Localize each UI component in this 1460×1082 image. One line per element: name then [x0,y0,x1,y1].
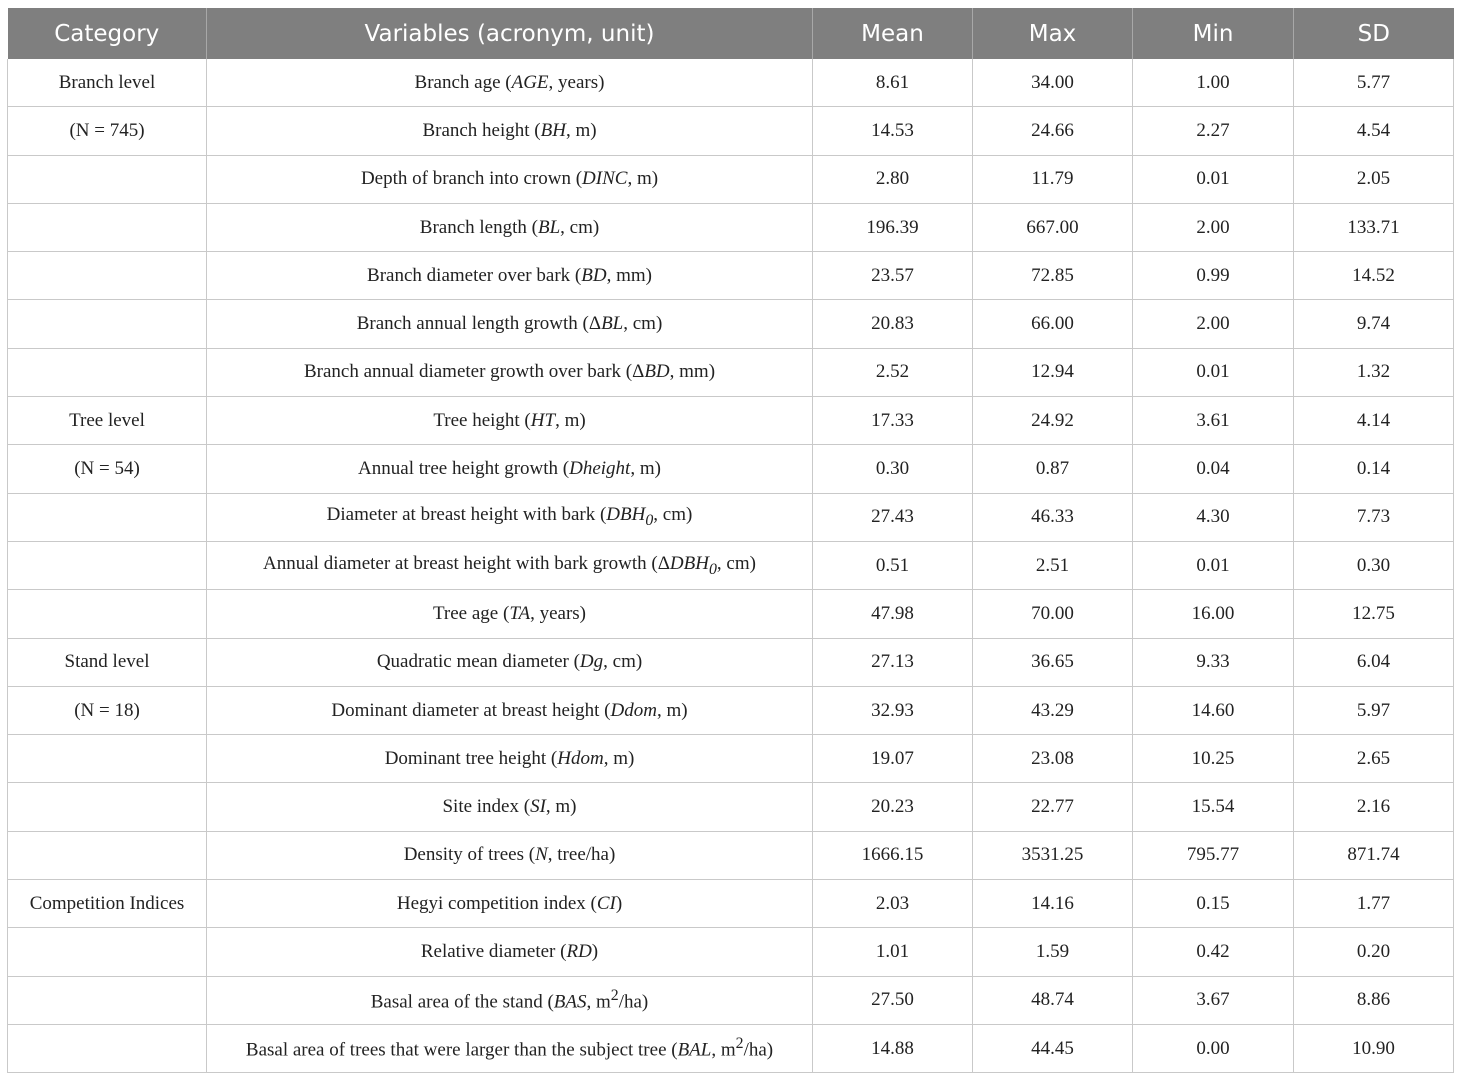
category-cell [8,783,207,831]
sd-cell: 6.04 [1294,638,1454,686]
mean-cell: 47.98 [813,590,973,638]
max-cell: 22.77 [973,783,1133,831]
variable-acronym: BH [540,119,566,141]
variable-label: Branch length ( [419,216,538,238]
category-cell [8,203,207,251]
category-cell [8,252,207,300]
category-cell [8,928,207,976]
variable-acronym: Hdom [557,747,604,769]
variable-label: Relative diameter ( [420,940,567,962]
min-cell: 0.42 [1133,928,1294,976]
sd-cell: 871.74 [1294,831,1454,879]
variable-label: Branch age ( [414,71,512,93]
table-row [8,348,1454,396]
sd-cell: 4.14 [1294,397,1454,445]
min-cell: 9.33 [1133,638,1294,686]
variable-acronym: DINC [582,168,628,190]
min-cell: 1.00 [1133,59,1294,107]
variable-acronym: BAS [553,991,587,1013]
variable-cell [207,783,813,831]
mean-cell: 32.93 [813,686,973,734]
mean-cell: 27.13 [813,638,973,686]
sd-cell: 2.05 [1294,155,1454,203]
sd-cell: 2.65 [1294,735,1454,783]
max-cell: 46.33 [973,493,1133,541]
min-cell: 0.00 [1133,1024,1294,1072]
max-cell: 11.79 [973,155,1133,203]
header-variables: Variables (acronym, unit) [207,8,813,59]
variable-cell [207,541,813,589]
table-row [8,831,1454,879]
sd-cell: 8.86 [1294,976,1454,1024]
mean-cell: 8.61 [813,59,973,107]
variable-unit-suffix: , m) [603,747,635,769]
min-cell: 0.01 [1133,348,1294,396]
variable-unit-suffix: , cm) [623,313,663,335]
variable-cell [207,203,813,251]
mean-cell: 2.52 [813,348,973,396]
sd-cell: 12.75 [1294,590,1454,638]
variable-label: Hegyi competition index ( [396,892,597,914]
variable-unit-suffix: , tree/ha) [547,844,616,866]
variable-cell [207,928,813,976]
sd-cell: 0.14 [1294,445,1454,493]
table-row [8,300,1454,348]
sd-cell: 5.77 [1294,59,1454,107]
variable-unit: , m [586,991,611,1013]
min-cell: 0.15 [1133,880,1294,928]
min-cell: 10.25 [1133,735,1294,783]
variable-unit-suffix: ) [615,892,623,914]
variable-label: Branch annual diameter growth over bark (Δ [303,361,645,383]
header-sd: SD [1294,8,1454,59]
variable-acronym: CI [596,892,616,914]
variable-acronym: SI [530,796,546,818]
mean-cell: 27.50 [813,976,973,1024]
min-cell: 0.04 [1133,445,1294,493]
min-cell: 0.99 [1133,252,1294,300]
header-min: Min [1133,8,1294,59]
sd-cell: 5.97 [1294,686,1454,734]
variable-unit-suffix: , cm) [716,552,756,574]
variable-unit-suffix: , m) [656,699,688,721]
acronym-subscript: 0 [708,560,717,578]
sd-cell: 0.20 [1294,928,1454,976]
min-cell: 0.01 [1133,155,1294,203]
variable-unit-suffix: , m) [545,796,577,818]
variable-cell [207,155,813,203]
variable-acronym: BD [644,361,670,383]
variable-unit-suffix: , mm) [606,264,652,286]
header-max: Max [973,8,1133,59]
variable-acronym: Ddom [610,699,657,721]
min-cell: 0.01 [1133,541,1294,589]
max-cell: 1.59 [973,928,1133,976]
variable-cell [207,831,813,879]
variable-cell [207,59,813,107]
variable-acronym: BL [601,313,624,335]
acronym-subscript: 0 [645,512,654,530]
table-row [8,541,1454,589]
variable-label: Dominant diameter at breast height ( [331,699,611,721]
variable-unit-suffix: , m) [627,168,659,190]
sd-cell: 0.30 [1294,541,1454,589]
table-row [8,107,1454,155]
variable-unit-suffix: , cm) [653,504,693,526]
variable-cell [207,976,813,1024]
category-cell [8,831,207,879]
variable-cell [207,107,813,155]
table-row [8,59,1454,107]
table-row [8,976,1454,1024]
max-cell: 14.16 [973,880,1133,928]
table-row [8,783,1454,831]
category-cell [8,493,207,541]
table-row [8,445,1454,493]
min-cell: 2.00 [1133,300,1294,348]
statistics-table [7,8,1454,1073]
max-cell: 3531.25 [973,831,1133,879]
category-cell: (N = 18) [8,686,207,734]
category-cell [8,590,207,638]
max-cell: 72.85 [973,252,1133,300]
min-cell: 14.60 [1133,686,1294,734]
table-row [8,203,1454,251]
variable-label: Branch height ( [422,119,541,141]
variable-cell [207,590,813,638]
variable-acronym: Dg [579,651,604,673]
sd-cell: 2.16 [1294,783,1454,831]
mean-cell: 20.83 [813,300,973,348]
min-cell: 16.00 [1133,590,1294,638]
variable-label: Density of trees ( [403,844,536,866]
mean-cell: 2.80 [813,155,973,203]
max-cell: 66.00 [973,300,1133,348]
variable-cell [207,348,813,396]
variable-label: Tree height ( [433,409,531,431]
variable-label: Tree age ( [432,602,510,624]
max-cell: 70.00 [973,590,1133,638]
variable-label: Branch diameter over bark ( [367,264,582,286]
table-row [8,590,1454,638]
unit-superscript: 2 [735,1035,744,1053]
header-row [8,8,1454,59]
variable-acronym: DBH [606,504,646,526]
variable-acronym: AGE [511,71,549,93]
mean-cell: 1666.15 [813,831,973,879]
min-cell: 3.67 [1133,976,1294,1024]
min-cell: 3.61 [1133,397,1294,445]
category-cell: Stand level [8,638,207,686]
variable-cell [207,638,813,686]
variable-acronym: BL [537,216,561,238]
variable-cell [207,252,813,300]
mean-cell: 14.53 [813,107,973,155]
category-cell [8,300,207,348]
sd-cell: 9.74 [1294,300,1454,348]
table-body [8,59,1454,1073]
max-cell: 24.66 [973,107,1133,155]
category-cell [8,735,207,783]
max-cell: 2.51 [973,541,1133,589]
variable-cell [207,445,813,493]
variable-acronym: BD [581,264,607,286]
variable-cell [207,880,813,928]
variable-unit-suffix: /ha) [618,991,649,1013]
variable-label: Annual tree height growth ( [358,458,570,480]
max-cell: 43.29 [973,686,1133,734]
mean-cell: 0.51 [813,541,973,589]
table-row [8,252,1454,300]
mean-cell: 27.43 [813,493,973,541]
category-cell: Competition Indices [8,880,207,928]
variable-label: Dominant tree height ( [384,747,558,769]
mean-cell: 14.88 [813,1024,973,1072]
mean-cell: 19.07 [813,735,973,783]
table-row [8,686,1454,734]
category-cell [8,541,207,589]
max-cell: 0.87 [973,445,1133,493]
max-cell: 44.45 [973,1024,1133,1072]
min-cell: 15.54 [1133,783,1294,831]
header-category: Category [8,8,207,59]
variable-unit-suffix: , m) [565,119,597,141]
variable-label: Site index ( [442,796,531,818]
variable-unit-suffix: , mm) [669,361,716,383]
variable-cell [207,686,813,734]
max-cell: 667.00 [973,203,1133,251]
variable-acronym: RD [566,940,592,962]
category-cell [8,155,207,203]
max-cell: 34.00 [973,59,1133,107]
category-cell: (N = 745) [8,107,207,155]
category-cell: Tree level [8,397,207,445]
category-cell [8,976,207,1024]
table-row [8,880,1454,928]
variable-label: Depth of branch into crown ( [360,168,583,190]
max-cell: 12.94 [973,348,1133,396]
variable-unit-suffix: , m) [630,458,661,480]
table-row [8,735,1454,783]
variable-cell [207,1024,813,1072]
table-row [8,1024,1454,1072]
min-cell: 2.27 [1133,107,1294,155]
variable-unit-suffix: /ha) [743,1039,774,1061]
mean-cell: 196.39 [813,203,973,251]
category-cell [8,1024,207,1072]
variable-label: Basal area of the stand ( [370,991,554,1013]
variable-unit-suffix: , cm) [603,651,643,673]
variable-cell [207,300,813,348]
sd-cell: 4.54 [1294,107,1454,155]
header-mean: Mean [813,8,973,59]
variable-unit-suffix: , years) [548,71,605,93]
mean-cell: 17.33 [813,397,973,445]
mean-cell: 1.01 [813,928,973,976]
variable-cell [207,397,813,445]
table-row [8,928,1454,976]
variable-unit-suffix: , m) [555,409,586,431]
variable-unit-suffix: ) [591,940,599,962]
sd-cell: 1.77 [1294,880,1454,928]
min-cell: 4.30 [1133,493,1294,541]
mean-cell: 23.57 [813,252,973,300]
mean-cell: 20.23 [813,783,973,831]
mean-cell: 0.30 [813,445,973,493]
variable-cell [207,493,813,541]
variable-acronym: HT [530,409,556,431]
table-row [8,638,1454,686]
variable-label: Diameter at breast height with bark ( [326,504,607,526]
sd-cell: 10.90 [1294,1024,1454,1072]
max-cell: 23.08 [973,735,1133,783]
variable-label: Annual diameter at breast height with bark growth (Δ [263,552,670,574]
category-cell [8,348,207,396]
sd-cell: 14.52 [1294,252,1454,300]
variable-label: Basal area of trees that were larger than the subject tree ( [245,1039,678,1061]
variable-cell [207,735,813,783]
max-cell: 48.74 [973,976,1133,1024]
variable-acronym: DBH [669,552,709,574]
variable-unit-suffix: , years) [530,602,586,624]
variable-label: Quadratic mean diameter ( [376,651,580,673]
variable-acronym: N [535,844,548,866]
variable-unit: , m [711,1039,736,1061]
sd-cell: 7.73 [1294,493,1454,541]
table-row [8,155,1454,203]
sd-cell: 1.32 [1294,348,1454,396]
max-cell: 24.92 [973,397,1133,445]
table-row [8,493,1454,541]
max-cell: 36.65 [973,638,1133,686]
table-row [8,397,1454,445]
variable-unit-suffix: , cm) [560,216,600,238]
variable-label: Branch annual length growth (Δ [356,313,602,335]
variable-acronym: BAL [677,1039,712,1061]
category-cell: (N = 54) [8,445,207,493]
unit-superscript: 2 [610,987,619,1005]
min-cell: 2.00 [1133,203,1294,251]
min-cell: 795.77 [1133,831,1294,879]
sd-cell: 133.71 [1294,203,1454,251]
mean-cell: 2.03 [813,880,973,928]
variable-acronym: Dheight [569,458,631,480]
variable-acronym: TA [509,602,531,624]
category-cell: Branch level [8,59,207,107]
